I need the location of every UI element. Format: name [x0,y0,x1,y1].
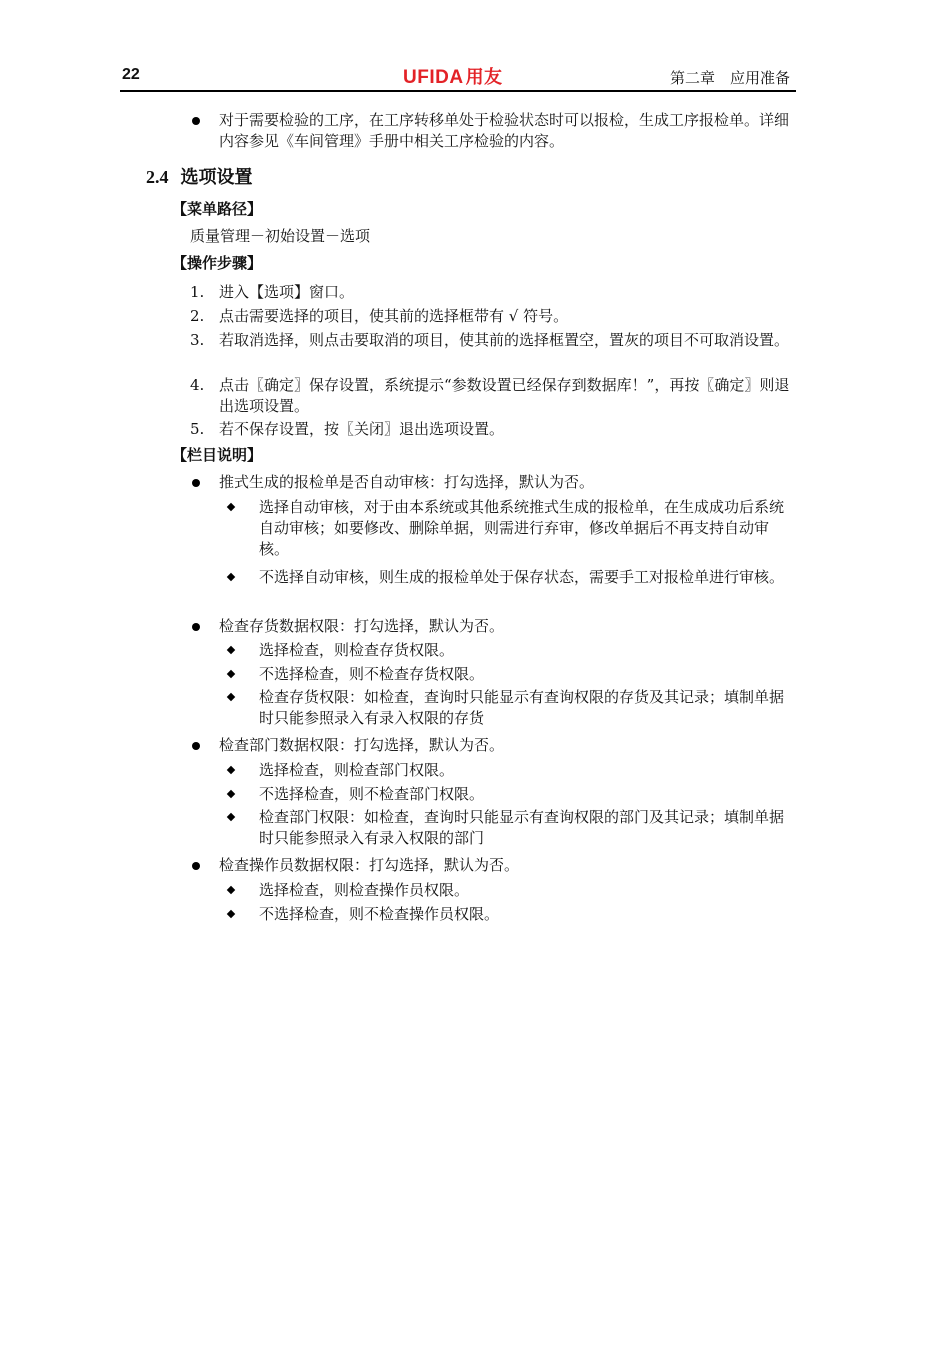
diamond-bullet-icon [227,503,235,511]
section-title-text: 选项设置 [180,167,253,188]
section-number: 2.4 [146,167,169,187]
diamond-bullet-icon [227,670,235,678]
step-text: 若取消选择，则点击要取消的项目，使其前的选择框置空，置灰的项目不可取消设置。 [219,331,790,349]
diamond-bullet-icon [227,790,235,798]
diamond-bullet-icon [227,693,235,701]
step-number: 2. [190,307,205,325]
step-number: 5. [190,420,205,438]
field-text: 推式生成的报检单是否自动审核：打勾选择，默认为否。 [219,473,595,491]
field-sub-text: 选择检查，则检查存货权限。 [259,641,455,659]
step-number: 1. [190,283,205,301]
bullet-icon [192,742,200,750]
step-number: 4. [190,376,205,394]
logo-cn: 用友 [465,67,503,87]
logo-latin: UFIDA [403,67,464,88]
fields-heading: 【栏目说明】 [172,446,263,464]
bullet-icon [192,623,200,631]
step-text: 若不保存设置，按〖关闭〗退出选项设置。 [219,420,505,438]
field-sub-text: 选择检查，则检查部门权限。 [259,761,455,779]
field-sub-text: 不选择检查，则不检查操作员权限。 [259,905,500,923]
menu-path-heading: 【菜单路径】 [172,200,263,218]
ufida-logo [403,63,503,89]
field-text: 检查部门数据权限：打勾选择，默认为否。 [219,736,505,754]
step-text: 点击〖确定〗保存设置，系统提示“参数设置已经保存到数据库！”，再按〖确定〗则退出选项设置。 [219,376,790,415]
step-number: 3. [190,331,205,349]
chapter-title: 第二章 应用准备 [669,69,790,87]
intro-bullet-text: 对于需要检验的工序，在工序转移单处于检验状态时可以报检，生成工序报检单。详细内容参见《车间管理》手册中相关工序检验的内容。 [219,111,790,150]
field-text: 检查存货数据权限：打勾选择，默认为否。 [219,617,505,635]
field-sub-text: 检查存货权限：如检查，查询时只能显示有查询权限的存货及其记录；填制单据时只能参照录入有录入权限的存货 [259,688,785,727]
field-sub-text: 选择自动审核，对于由本系统或其他系统推式生成的报检单，在生成成功后系统自动审核；如要修改、删除单据，则需进行弃审，修改单据后不再支持自动审核。 [259,498,785,558]
field-sub-text: 不选择自动审核，则生成的报检单处于保存状态，需要手工对报检单进行审核。 [259,568,785,586]
page-header [120,60,796,92]
page-number: 22 [122,66,140,83]
diamond-bullet-icon [227,813,235,821]
diamond-bullet-icon [227,766,235,774]
field-sub-text: 不选择检查，则不检查部门权限。 [259,785,485,803]
field-sub-text: 选择检查，则检查操作员权限。 [259,881,470,899]
diamond-bullet-icon [227,886,235,894]
field-text: 检查操作员数据权限：打勾选择，默认为否。 [219,856,520,874]
diamond-bullet-icon [227,573,235,581]
steps-heading: 【操作步骤】 [172,254,263,272]
bullet-icon [192,862,200,870]
field-sub-text: 检查部门权限：如检查，查询时只能显示有查询权限的部门及其记录；填制单据时只能参照录入有录入权限的部门 [259,808,785,847]
diamond-bullet-icon [227,910,235,918]
menu-path-text: 质量管理－初始设置－选项 [190,227,371,245]
bullet-icon [192,479,200,487]
diamond-bullet-icon [227,646,235,654]
step-text: 进入【选项】窗口。 [219,283,355,301]
section-title [146,163,253,189]
step-text: 点击需要选择的项目，使其前的选择框带有 √ 符号。 [219,307,569,325]
field-sub-text: 不选择检查，则不检查存货权限。 [259,665,485,683]
bullet-icon [192,117,200,125]
